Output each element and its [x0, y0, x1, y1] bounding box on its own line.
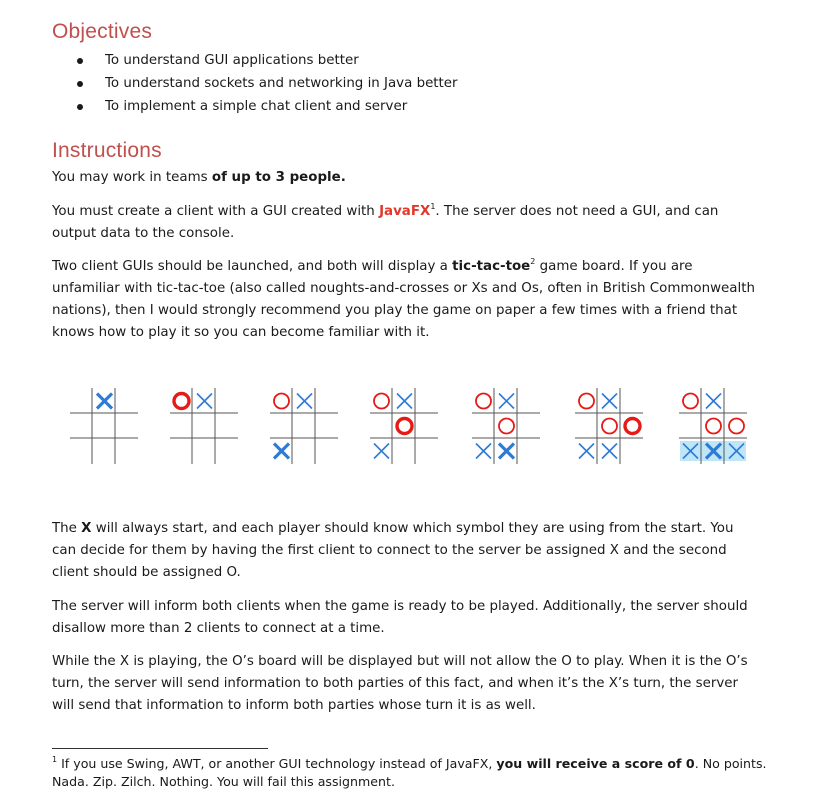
client-paragraph: You must create a client with a GUI created with JavaFX$^1$. The server does not need a GUI, and can output data to the console. — [52, 202, 719, 241]
objectives-heading: Objectives — [52, 20, 153, 43]
o-mark — [625, 419, 640, 434]
o-mark — [499, 419, 514, 434]
footnote-ref: 1 — [430, 202, 436, 211]
gui-paragraph: Two client GUIs should be launched, and both will display a tic-tac-toe$^2$ game board. If you are unfamiliar with tic-tac-toe (also called noughts-and-crosses or Xs and Os, often in British Commonwealth nations), then I would strongly recommend you play the game on paper a few times with a friend that knows how to play it so you can become familiar with it. — [52, 257, 755, 340]
board — [679, 388, 747, 464]
tic-tac-toe-sequence — [52, 388, 762, 473]
o-mark — [683, 394, 698, 409]
board-grid — [170, 388, 238, 464]
objective-item: To understand sockets and networking in Java better — [105, 76, 458, 91]
o-mark — [729, 419, 744, 434]
objective-item: To implement a simple chat client and server — [105, 99, 408, 114]
footnote-separator — [52, 748, 268, 749]
javafx-term: JavaFX — [379, 204, 431, 219]
board-grid — [270, 388, 338, 464]
o-mark — [274, 394, 289, 409]
o-mark — [174, 394, 189, 409]
o-mark — [374, 394, 389, 409]
board — [270, 388, 338, 464]
teams-paragraph: You may work in teams of up to 3 people. — [52, 170, 346, 185]
board-grid — [70, 388, 138, 464]
o-mark — [706, 419, 721, 434]
board — [70, 388, 138, 464]
board — [170, 388, 238, 464]
o-mark — [397, 419, 412, 434]
start-paragraph: The X will always start, and each player should know which symbol they are using from the start. You can decide for them by having the first client to connect to the server be assigned X and the second client should be assigned O. — [52, 521, 734, 580]
server-paragraph: The server will inform both clients when the game is ready to be played. Additionally, the server should disallow more than 2 clients to connect at a time. — [52, 599, 748, 636]
o-mark — [602, 419, 617, 434]
board — [472, 388, 540, 464]
o-mark — [579, 394, 594, 409]
board-grid — [370, 388, 438, 464]
board-grid — [679, 388, 747, 464]
o-mark — [476, 394, 491, 409]
board — [370, 388, 438, 464]
instructions-heading: Instructions — [52, 139, 162, 162]
objective-item: To understand GUI applications better — [105, 53, 359, 68]
turn-paragraph: While the X is playing, the O’s board will be displayed but will not allow the O to play. When it is the O’s turn, the server will send information to both parties of this fact, and when it’s the X’s turn, the server will send that information to inform both parties whose turn it is as well. — [52, 654, 748, 713]
board — [575, 388, 643, 464]
board-grid — [472, 388, 540, 464]
board-grid — [575, 388, 643, 464]
footnote-ref: 2 — [530, 257, 536, 266]
footnote: $^1$ If you use Swing, AWT, or another GUI technology instead of JavaFX, you will receive a score of 0. No points. Nada. Zip. Zilch. Nothing. You will fail this assignment. — [52, 755, 767, 789]
